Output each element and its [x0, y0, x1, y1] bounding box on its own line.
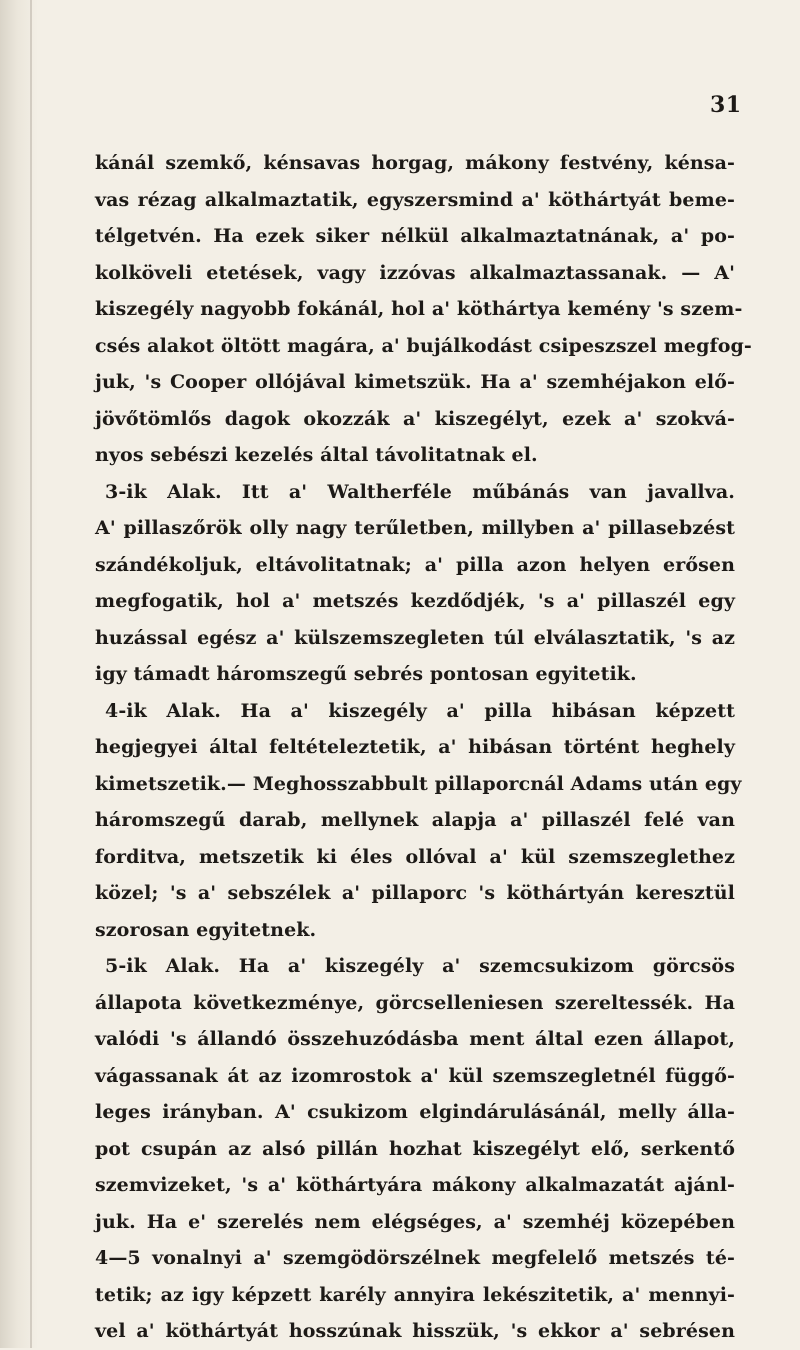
- text-line: közel; 's a' sebszélek a' pillaporc 's köthártyán keresztül: [95, 882, 735, 904]
- text-line: igy támadt háromszegű sebrés pontosan egyitetik.: [95, 663, 637, 685]
- text-line: valódi 's állandó összehuzódásba ment által ezen állapot,: [95, 1028, 735, 1050]
- text-line: megfogatik, hol a' metszés kezdődjék, 's a' pillaszél egy: [95, 590, 735, 612]
- text-line: állapota következménye, görcselleniesen szereltessék. Ha: [95, 991, 735, 1014]
- text-line: nyos sebészi kezelés által távolitatnak el.: [95, 444, 538, 466]
- text-line: szorosan egyitetnek.: [95, 918, 317, 941]
- page-number: 31: [710, 92, 742, 118]
- text-line: kánál szemkő, kénsavas horgag, mákony festvény, kénsa-: [95, 152, 735, 174]
- text-line: tetik; az igy képzett karély annyira lekészitetik, a' mennyi-: [95, 1283, 735, 1306]
- text-line: kolköveli etetések, vagy izzóvas alkalmaztassanak. — A': [95, 261, 735, 284]
- text-line: kimetszetik.— Meghosszabbult pillaporcnál Adams után egy: [95, 772, 742, 795]
- text-line: leges irányban. A' csukizom elgindárulásánál, melly álla-: [95, 1101, 735, 1123]
- text-line: huzással egész a' külszemszegleten túl elválasztatik, 's az: [95, 626, 735, 649]
- text-line: pot csupán az alsó pillán hozhat kiszegélyt elő, serkentő: [95, 1137, 735, 1160]
- text-line: 5-ik Alak. Ha a' kiszegély a' szemcsukizom görcsös: [105, 955, 735, 977]
- binding-edge: [30, 0, 32, 1348]
- text-line: jövőtömlős dagok okozzák a' kiszegélyt, ezek a' szokvá-: [95, 407, 735, 430]
- text-line: A' pillaszőrök olly nagy terűletben, millyben a' pillasebzést: [95, 517, 735, 539]
- text-line: 3-ik Alak. Itt a' Waltherféle műbánás van javallva.: [105, 480, 735, 503]
- text-line: juk. Ha e' szerelés nem elégséges, a' szemhéj közepében: [95, 1210, 735, 1233]
- text-line: 4—5 vonalnyi a' szemgödörszélnek megfelelő metszés té-: [95, 1247, 735, 1269]
- text-line: csés alakot öltött magára, a' bujálkodást csipeszszel megfog-: [95, 334, 752, 357]
- text-line: télgetvén. Ha ezek siker nélkül alkalmaztatnának, a' po-: [95, 225, 735, 247]
- text-line: 4-ik Alak. Ha a' kiszegély a' pilla hibásan képzett: [105, 699, 735, 722]
- text-line: háromszegű darab, mellynek alapja a' pillaszél felé van: [95, 809, 735, 831]
- text-line: hegjegyei által feltételeztetik, a' hibásan történt heghely: [95, 736, 735, 758]
- text-line: vel a' köthártyát hosszúnak hisszük, 's ekkor a' sebrésen: [95, 1320, 735, 1342]
- text-line: vas rézag alkalmaztatik, egyszersmind a' köthártyát beme-: [95, 188, 735, 211]
- text-line: juk, 's Cooper ollójával kimetszük. Ha a' szemhéjakon elő-: [95, 371, 735, 393]
- binding-shadow: [0, 0, 38, 1348]
- text-line: forditva, metszetik ki éles ollóval a' kül szemszeglethez: [95, 845, 735, 868]
- text-line: szemvizeket, 's a' köthártyára mákony alkalmazatát ajánl-: [95, 1174, 735, 1196]
- body-text: [95, 145, 752, 1350]
- text-line: kiszegély nagyobb fokánál, hol a' köthártya kemény 's szem-: [95, 298, 743, 320]
- text-line: szándékoljuk, eltávolitatnak; a' pilla azon helyen erősen: [95, 553, 735, 576]
- text-line: vágassanak át az izomrostok a' kül szemszegletnél függő-: [95, 1064, 735, 1087]
